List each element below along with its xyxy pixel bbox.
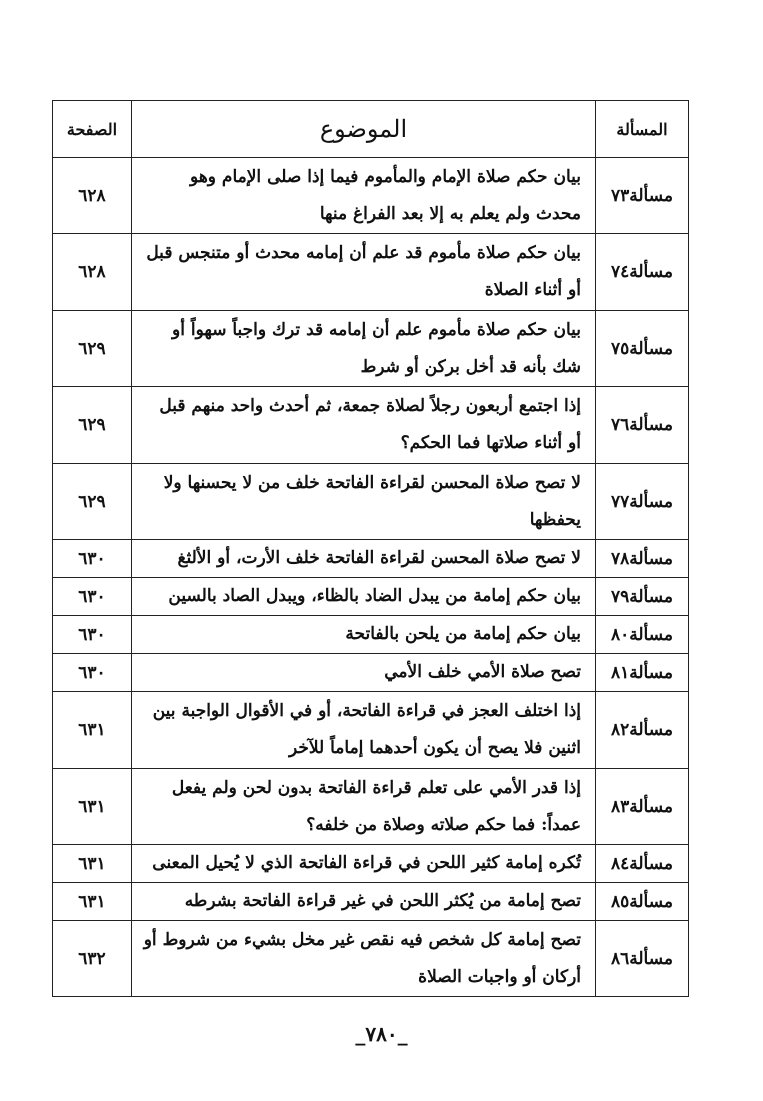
page-cell: ٦٢٩ bbox=[53, 311, 132, 387]
issue-cell: مسألة٨٥ bbox=[596, 883, 689, 921]
topic-cell: بيان حكم إمامة من يبدل الضاد بالظاء، ويبدل الصاد بالسين bbox=[132, 578, 596, 616]
issue-cell: مسألة٧٨ bbox=[596, 540, 689, 578]
issue-cell: مسألة٨٦ bbox=[596, 921, 689, 997]
table-row bbox=[53, 654, 689, 692]
table-row bbox=[53, 387, 689, 464]
table-header-row bbox=[53, 101, 689, 158]
issue-cell: مسألة٨٤ bbox=[596, 845, 689, 883]
table-row bbox=[53, 692, 689, 769]
topic-cell: تصح إمامة كل شخص فيه نقص غير مخل بشيء من شروط أو أركان أو واجبات الصلاة bbox=[132, 921, 596, 997]
page-cell: ٦٣١ bbox=[53, 692, 132, 769]
issue-cell: مسألة٨٢ bbox=[596, 692, 689, 769]
topic-cell: إذا اجتمع أربعون رجلاً لصلاة جمعة، ثم أحدث واحد منهم قبل أو أثناء صلاتها فما الحكم؟ bbox=[132, 387, 596, 464]
header-issue: المسألة bbox=[596, 101, 689, 158]
contents-table bbox=[52, 100, 689, 997]
header-topic: الموضوع bbox=[132, 101, 596, 158]
issue-cell: مسألة٧٣ bbox=[596, 158, 689, 234]
topic-cell: بيان حكم صلاة الإمام والمأموم فيما إذا صلى الإمام وهو محدث ولم يعلم به إلا بعد الفراغ منها bbox=[132, 158, 596, 234]
page-cell: ٦٣٠ bbox=[53, 540, 132, 578]
issue-cell: مسألة٧٩ bbox=[596, 578, 689, 616]
topic-cell: بيان حكم صلاة مأموم علم أن إمامه قد ترك واجباً سهواً أو شك بأنه قد أخل بركن أو شرط bbox=[132, 311, 596, 387]
issue-cell: مسألة٨١ bbox=[596, 654, 689, 692]
issue-cell: مسألة٨٠ bbox=[596, 616, 689, 654]
page-cell: ٦٢٩ bbox=[53, 464, 132, 540]
topic-cell: تُكره إمامة كثير اللحن في قراءة الفاتحة الذي لا يُحيل المعنى bbox=[132, 845, 596, 883]
topic-cell: إذا قدر الأمي على تعلم قراءة الفاتحة بدون لحن ولم يفعل عمداً: فما حكم صلاته وصلاة من خلفه؟ bbox=[132, 769, 596, 845]
table-row bbox=[53, 845, 689, 883]
topic-cell: بيان حكم إمامة من يلحن بالفاتحة bbox=[132, 616, 596, 654]
page-number: _٧٨٠_ bbox=[355, 1022, 408, 1046]
issue-cell: مسألة٧٦ bbox=[596, 387, 689, 464]
page-cell: ٦٣١ bbox=[53, 845, 132, 883]
table-row bbox=[53, 464, 689, 540]
table-row bbox=[53, 311, 689, 387]
table-row bbox=[53, 540, 689, 578]
page-cell: ٦٣٢ bbox=[53, 921, 132, 997]
issue-cell: مسألة٧٥ bbox=[596, 311, 689, 387]
issue-cell: مسألة٧٧ bbox=[596, 464, 689, 540]
topic-cell: لا تصح صلاة المحسن لقراءة الفاتحة خلف من لا يحسنها ولا يحفظها bbox=[132, 464, 596, 540]
table-row bbox=[53, 578, 689, 616]
page-cell: ٦٣١ bbox=[53, 769, 132, 845]
table-row bbox=[53, 158, 689, 234]
topic-cell: بيان حكم صلاة مأموم قد علم أن إمامه محدث أو متنجس قبل أو أثناء الصلاة bbox=[132, 234, 596, 311]
topic-cell: لا تصح صلاة المحسن لقراءة الفاتحة خلف الأرت، أو الألثغ bbox=[132, 540, 596, 578]
issue-cell: مسألة٧٤ bbox=[596, 234, 689, 311]
page-cell: ٦٣١ bbox=[53, 883, 132, 921]
topic-cell: تصح صلاة الأمي خلف الأمي bbox=[132, 654, 596, 692]
page-cell: ٦٢٩ bbox=[53, 387, 132, 464]
page-cell: ٦٢٨ bbox=[53, 234, 132, 311]
table-row bbox=[53, 234, 689, 311]
table-row bbox=[53, 883, 689, 921]
page-cell: ٦٣٠ bbox=[53, 616, 132, 654]
page-cell: ٦٢٨ bbox=[53, 158, 132, 234]
table-row bbox=[53, 616, 689, 654]
issue-cell: مسألة٨٣ bbox=[596, 769, 689, 845]
topic-cell: إذا اختلف العجز في قراءة الفاتحة، أو في الأقوال الواجبة بين اثنين فلا يصح أن يكون أحدهما إماماً للآخر bbox=[132, 692, 596, 769]
topic-cell: تصح إمامة من يُكثر اللحن في غير قراءة الفاتحة بشرطه bbox=[132, 883, 596, 921]
header-page: الصفحة bbox=[53, 101, 132, 158]
table-row bbox=[53, 769, 689, 845]
page-cell: ٦٣٠ bbox=[53, 654, 132, 692]
table-row bbox=[53, 921, 689, 997]
page-cell: ٦٣٠ bbox=[53, 578, 132, 616]
